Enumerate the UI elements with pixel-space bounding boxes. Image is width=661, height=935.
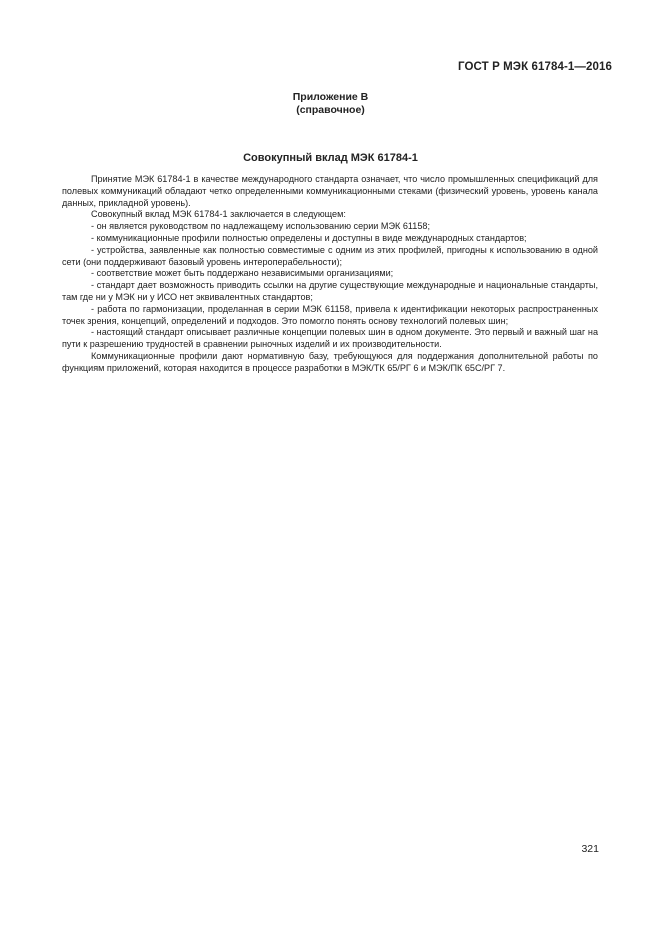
list-item: - соответствие может быть поддержано независимыми организациями; xyxy=(62,268,598,280)
list-item: - работа по гармонизации, проделанная в серии МЭК 61158, привела к идентификации некоторых распространенных точек зрения, концепций, определений и подходов. Это помогло понять основу технологий полевых шин; xyxy=(62,304,598,328)
closing-paragraph: Коммуникационные профили дают нормативную базу, требующуюся для поддержания дополнительной работы по функциям приложений, которая находится в процессе разработки в МЭК/ТК 65/РГ 6 и МЭК/ПК 65С/РГ 7. xyxy=(62,350,598,373)
list-item: - настоящий стандарт описывает различные концепции полевых шин в одном документе. Это первый и важный шаг на пути к разрешению трудностей в сравнении рыночных изделий и их производительности. xyxy=(62,327,598,351)
appendix-type: (справочное) xyxy=(296,104,365,116)
list-item: - он является руководством по надлежащему использованию серии МЭК 61158; xyxy=(62,221,598,233)
list-item: - устройства, заявленные как полностью совместимые с одним из этих профилей, пригодны к использованию в одной сети (они поддерживают базовый уровень интероперабельности); xyxy=(62,245,598,269)
list-item: - стандарт дает возможность приводить ссылки на другие существующие международные и национальные стандарты, там где ни у МЭК ни у ИСО нет эквивалентных стандартов; xyxy=(62,280,598,304)
document-standard-id: ГОСТ Р МЭК 61784-1—2016 xyxy=(458,61,612,73)
list-item: - коммуникационные профили полностью определены и доступны в виде международных стандартов; xyxy=(62,233,598,245)
section-title: Совокупный вклад МЭК 61784-1 xyxy=(243,152,418,164)
body-text xyxy=(62,174,598,375)
appendix-heading xyxy=(0,91,661,117)
intro-paragraph: Принятие МЭК 61784-1 в качестве международного стандарта означает, что число промышленных спецификаций для полевых коммуникаций обладают четко определенными коммуникационными стеками (физический уровень, уровень канала данных, прикладной уровень). xyxy=(62,174,598,208)
lead-paragraph: Совокупный вклад МЭК 61784-1 заключается в следующем: xyxy=(91,209,346,220)
page-number: 321 xyxy=(581,843,599,855)
appendix-title: Приложение В xyxy=(292,91,369,103)
